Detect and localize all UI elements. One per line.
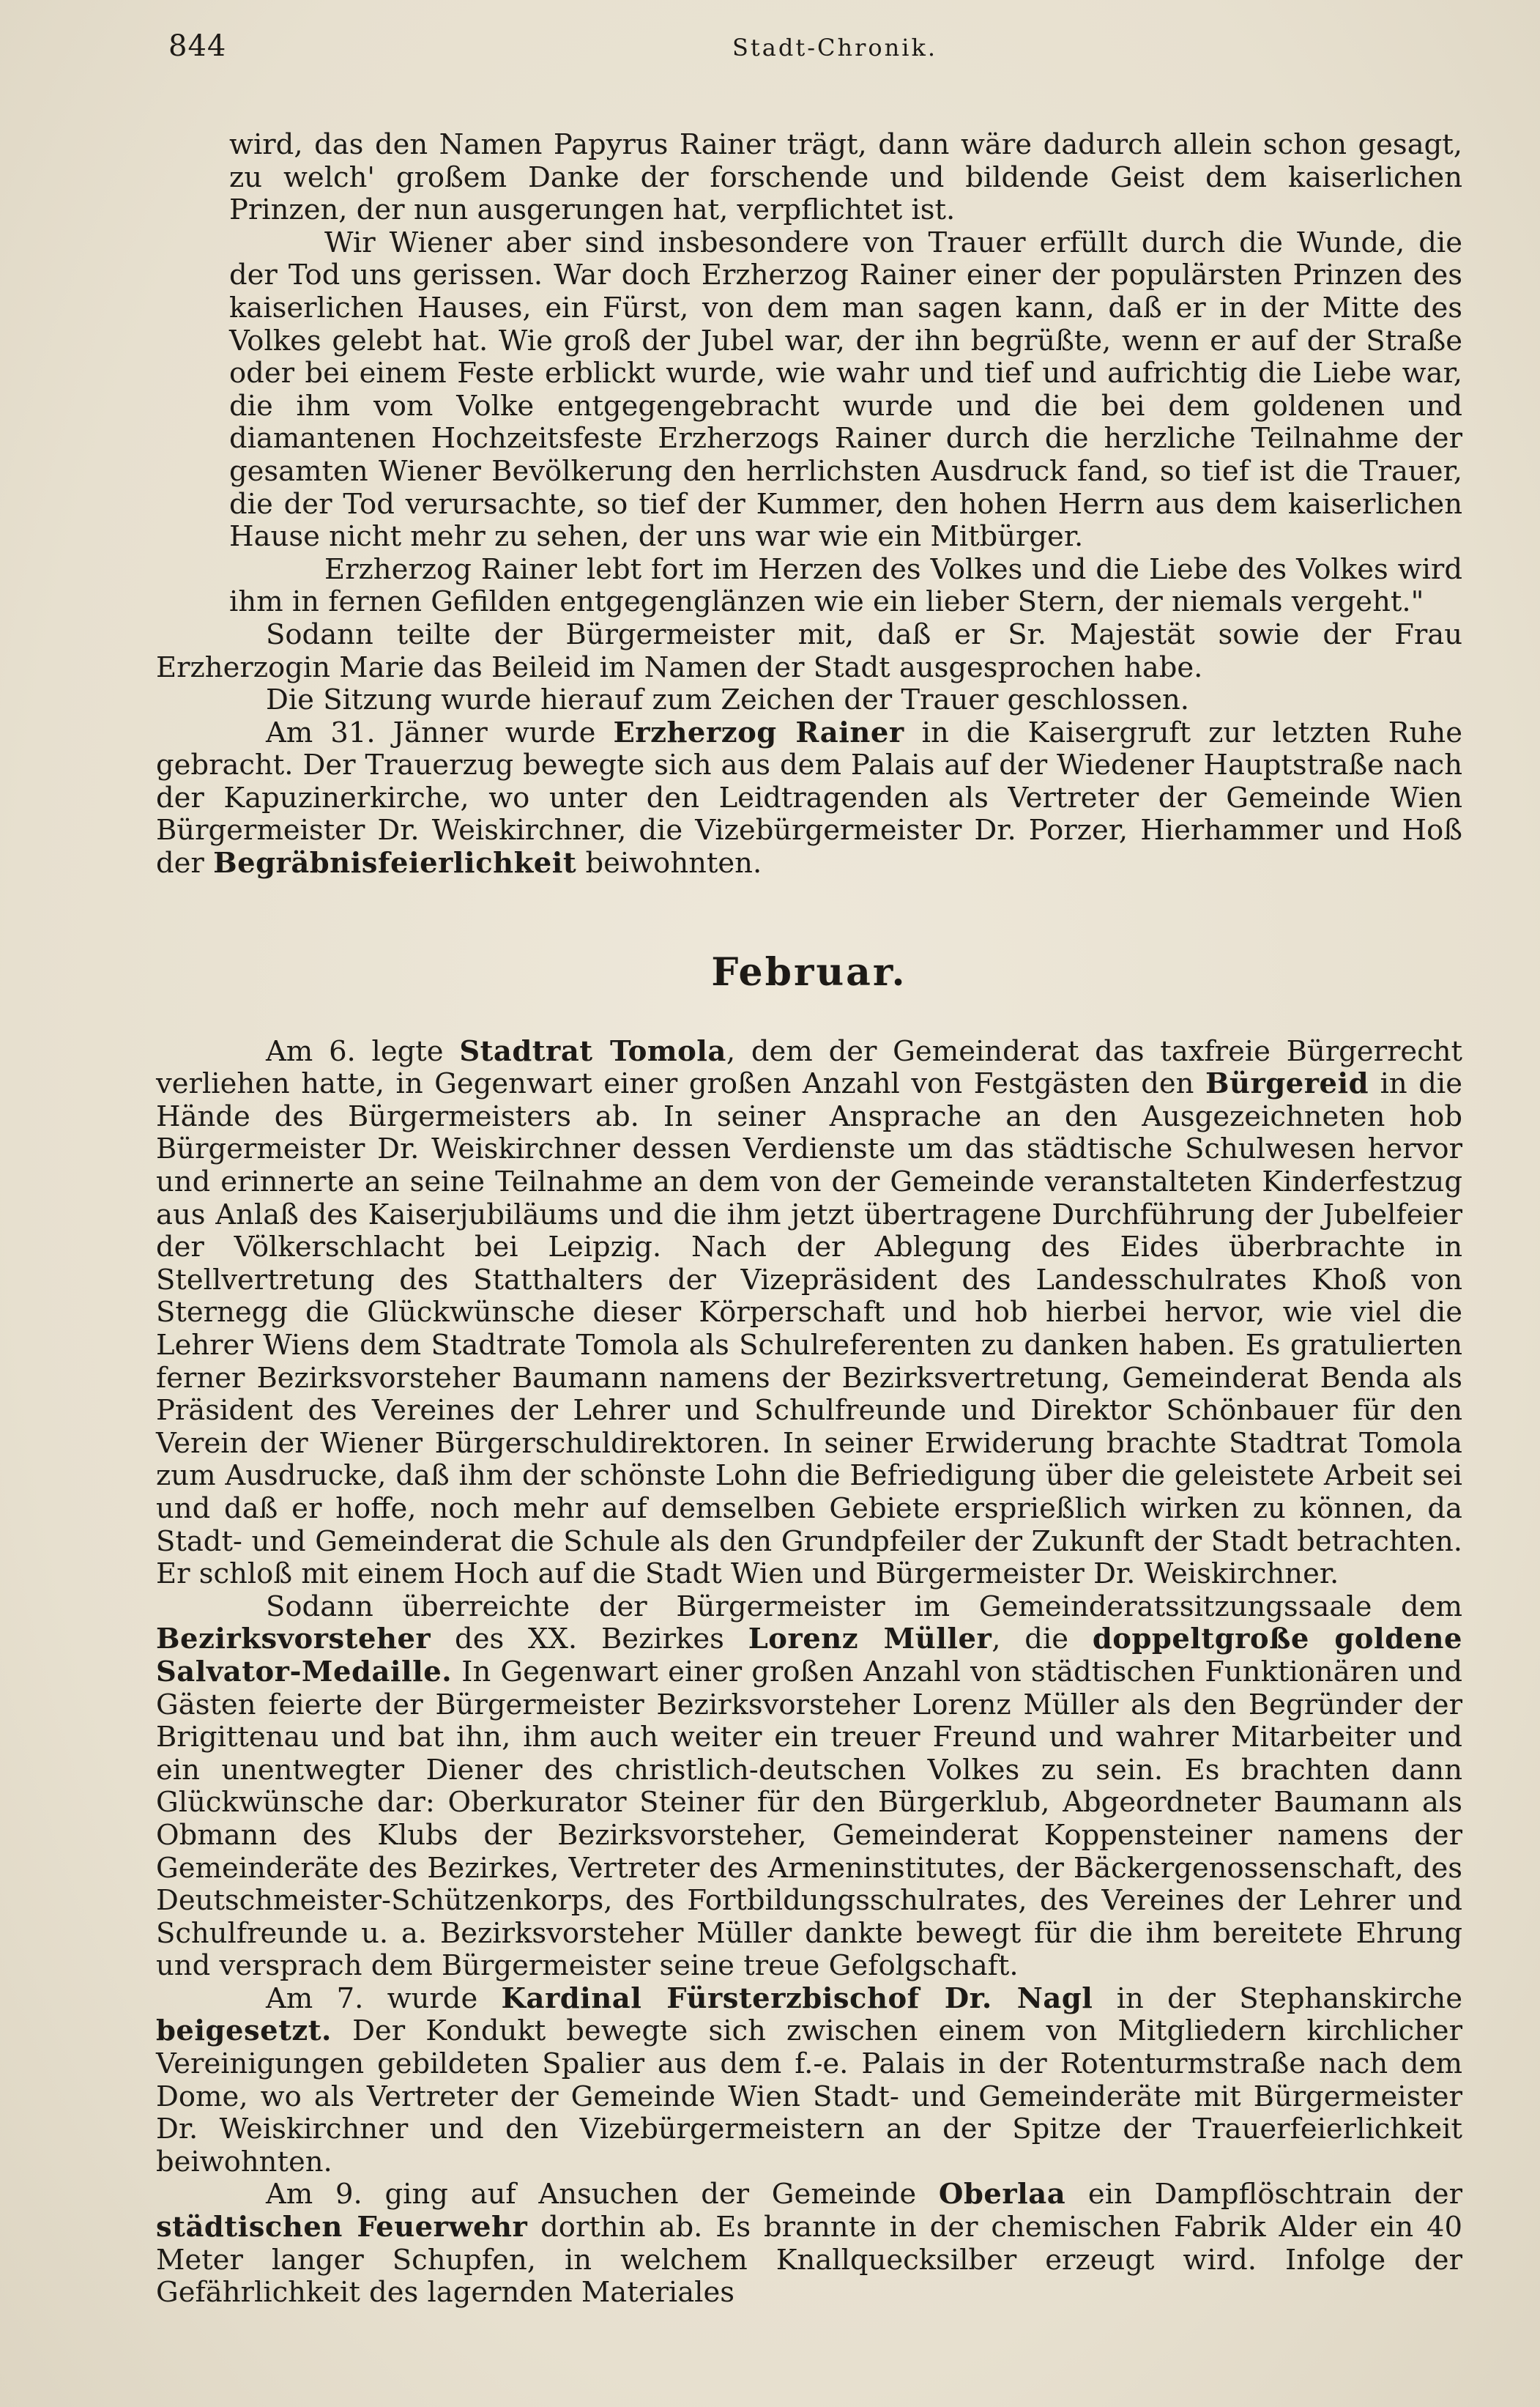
- paragraph: [156, 554, 1462, 619]
- emphasis: Oberlaa: [938, 2178, 1066, 2211]
- paragraph: [156, 129, 1462, 227]
- paragraph-text: Wir Wiener aber sind insbesondere von Trauer erfüllt durch die Wunde, die der Tod uns gerissen. War doch Erzherzog Rainer einer der populärsten Prinzen des kaiserlichen Hauses, ein Fürst, von dem man sagen kann, daß er in der Mitte des Volkes gelebt hat. Wie groß der Jubel war, der ihn begrüßte, wenn er auf der Straße oder bei einem Feste erblickt wurde, wie wahr und tief und aufrichtig die Liebe war, die ihm vom Volke entgegengebracht wurde und die bei dem goldenen und diamantenen Hochzeitsfeste Erzherzogs Rainer durch die herzliche Teilnahme der gesamten Wiener Bevölkerung den herrlichsten Ausdruck fand, so tief ist die Trauer, die der Tod verursachte, so tief der Kummer, den hohen Herrn aus dem kaiserlichen Hause nicht mehr zu sehen, der uns war wie ein Mitbürger.: [229, 226, 1462, 554]
- paragraph-text: wird, das den Namen Papyrus Rainer trägt, dann wäre dadurch allein schon gesagt, zu welch' großem Danke der forschende und bildende Geist dem kaiserlichen Prinzen, der nun ausgerungen hat, verpflichtet ist.: [229, 128, 1462, 227]
- body-text: [156, 129, 1462, 2310]
- section-spacer: [156, 995, 1462, 1036]
- text-run: Der Kondukt bewegte sich zwischen einem von Mitgliedern kirchlicher Vereinigungen gebildeten Spalier aus dem f.-e. Palais in der Rotenturmstraße nach dem Dome, wo als Vertreter der Gemeinde Wien Stadt- und Gemeinderäte mit Bürgermeister Dr. Weiskirchner und den Vizebürgermeistern an der Spitze der Trauerfeierlichkeit beiwohnten.: [156, 2014, 1462, 2178]
- text-run: Sodann überreichte der Bürgermeister im Gemeinderatssitzungssaale dem: [266, 1590, 1462, 1623]
- text-run: , dem der Gemeinderat das taxfreie Bürgerrecht verliehen hatte, in Gegenwart einer großen Anzahl von Festgästen den: [156, 1034, 1462, 1101]
- running-head: Stadt-Chronik.: [732, 34, 938, 62]
- paragraph: [156, 2178, 1462, 2309]
- emphasis: Bürgereid: [1205, 1067, 1369, 1101]
- paragraph: [156, 619, 1462, 684]
- paragraph: [156, 1983, 1462, 2179]
- section-title: Februar.: [711, 949, 907, 995]
- paragraph: [156, 227, 1462, 554]
- text-run: beiwohnten.: [576, 847, 762, 880]
- paragraph: [156, 717, 1462, 880]
- text-run: in die Hände des Bürgermeisters ab. In seiner Ansprache an den Ausgezeichneten hob Bürgermeister Dr. Weiskirchner dessen Verdienste um das städtische Schulwesen hervor und erinnerte an seine Teilnahme an dem von der Gemeinde veranstalteten Kinderfestzug aus Anlaß des Kaiserjubiläums und die ihm jetzt übertragene Durchführung der Jubelfeier der Völkerschlacht bei Leipzig. Nach der Ablegung des Eides überbrachte in Stellvertretung des Statthalters der Vizepräsident des Landesschulrates Khoß von Sternegg die Glückwünsche dieser Körperschaft und hob hierbei hervor, wie viel die Lehrer Wiens dem Stadtrate Tomola als Schulreferenten zu danken haben. Es gratulierten ferner Bezirksvorsteher Baumann namens der Bezirksvertretung, Gemeinderat Benda als Präsident des Vereines der Lehrer und Schulfreunde und Direktor Schönbauer für den Verein der Wiener Bürgerschuldirektoren. In seiner Erwiderung brachte Stadtrat Tomola zum Ausdrucke, daß ihm der schönste Lohn die Befriedigung über die geleistete Arbeit sei und daß er hoffe, noch mehr auf demselben Gebiete ersprießlich wirken zu können, da Stadt- und Gemeinderat die Schule als den Grundpfeiler der Zukunft der Stadt betrachten. Er schloß mit einem Hoch auf die Stadt Wien und Bürgermeister Dr. Weiskirchner.: [156, 1067, 1462, 1591]
- page-header: [168, 21, 1457, 72]
- paragraph-text: Erzherzog Rainer lebt fort im Herzen des Volkes und die Liebe des Volkes wird ihm in fernen Gefilden entgegenglänzen wie ein lieber Stern, der niemals vergeht.": [229, 552, 1462, 619]
- text-run: Am 6. legte: [266, 1034, 460, 1068]
- emphasis: Bezirksvorsteher: [156, 1622, 431, 1656]
- text-run: in die Kaisergruft zur letzten Ruhe gebracht. Der Trauerzug bewegte sich aus dem Palais auf der Wiedener Hauptstraße nach der Kapuzinerkirche, wo unter den Leidtragenden als Vertreter der Gemeinde Wien Bürgermeister Dr. Weiskirchner, die Vizebürgermeister Dr. Porzer, Hierhammer und Hoß der: [156, 716, 1462, 880]
- page-number: 844: [168, 29, 227, 63]
- paragraph: [156, 1591, 1462, 1983]
- emphasis: Begräbnisfeierlichkeit: [213, 847, 577, 880]
- text-run: dorthin ab. Es brannte in der chemischen Fabrik Alder ein 40 Meter langer Schupfen, in welchem Knallquecksilber erzeugt wird. Infolge der Gefährlichkeit des lagernden Materiales: [156, 2211, 1463, 2310]
- emphasis: beigesetzt.: [156, 2014, 332, 2048]
- text-run: des XX. Bezirkes: [431, 1622, 748, 1656]
- emphasis: Kardinal Fürsterzbischof Dr. Nagl: [501, 1981, 1093, 2015]
- emphasis: städtischen Feuerwehr: [156, 2211, 528, 2244]
- text-run: In Gegenwart einer großen Anzahl von städtischen Funktionären und Gästen feierte der Bürgermeister Bezirksvorsteher Lorenz Müller als den Begründer der Brigittenau und bat ihn, ihm auch weiter ein treuer Freund und wahrer Mitarbeiter und ein unentwegter Diener des christlich-deutschen Volkes zu sein. Es brachten dann Glückwünsche dar: Oberkurator Steiner für den Bürgerklub, Abgeordneter Baumann als Obmann des Klubs der Bezirksvorsteher, Gemeinderat Koppensteiner namens der Gemeinderäte des Bezirkes, Vertreter des Armeninstitutes, der Bäckergenossenschaft, des Deutschmeister-Schützenkorps, des Fortbildungsschulrates, des Vereines der Lehrer und Schulfreunde u. a. Bezirksvorsteher Müller dankte bewegt für die ihm bereitete Ehrung und versprach dem Bürgermeister seine treue Gefolgschaft.: [156, 1655, 1462, 1983]
- text-run: in der Stephanskirche: [1093, 1981, 1462, 2015]
- emphasis: Stadtrat Tomola: [459, 1034, 726, 1068]
- paragraph-text: Die Sitzung wurde hierauf zum Zeichen der Trauer geschlossen.: [266, 683, 1190, 717]
- text-run: Am 9. ging auf Ansuchen der Gemeinde: [266, 2178, 939, 2211]
- emphasis: doppeltgroße goldene Salvator-Medaille.: [156, 1622, 1462, 1688]
- paragraph: [156, 1036, 1462, 1591]
- emphasis: Lorenz Müller: [748, 1622, 992, 1656]
- text-run: , die: [992, 1622, 1093, 1656]
- emphasis: Erzherzog Rainer: [613, 716, 904, 749]
- text-run: Am 7. wurde: [266, 1981, 502, 2015]
- text-run: ein Dampflöschtrain der: [1065, 2178, 1462, 2211]
- paragraph: [156, 684, 1462, 717]
- paragraph-text: Sodann teilte der Bürgermeister mit, daß er Sr. Majestät sowie der Frau Erzherzogin Marie das Beileid im Namen der Stadt ausgesprochen habe.: [156, 617, 1462, 684]
- section-spacer: [156, 880, 1462, 951]
- text-run: Am 31. Jänner wurde: [266, 716, 614, 749]
